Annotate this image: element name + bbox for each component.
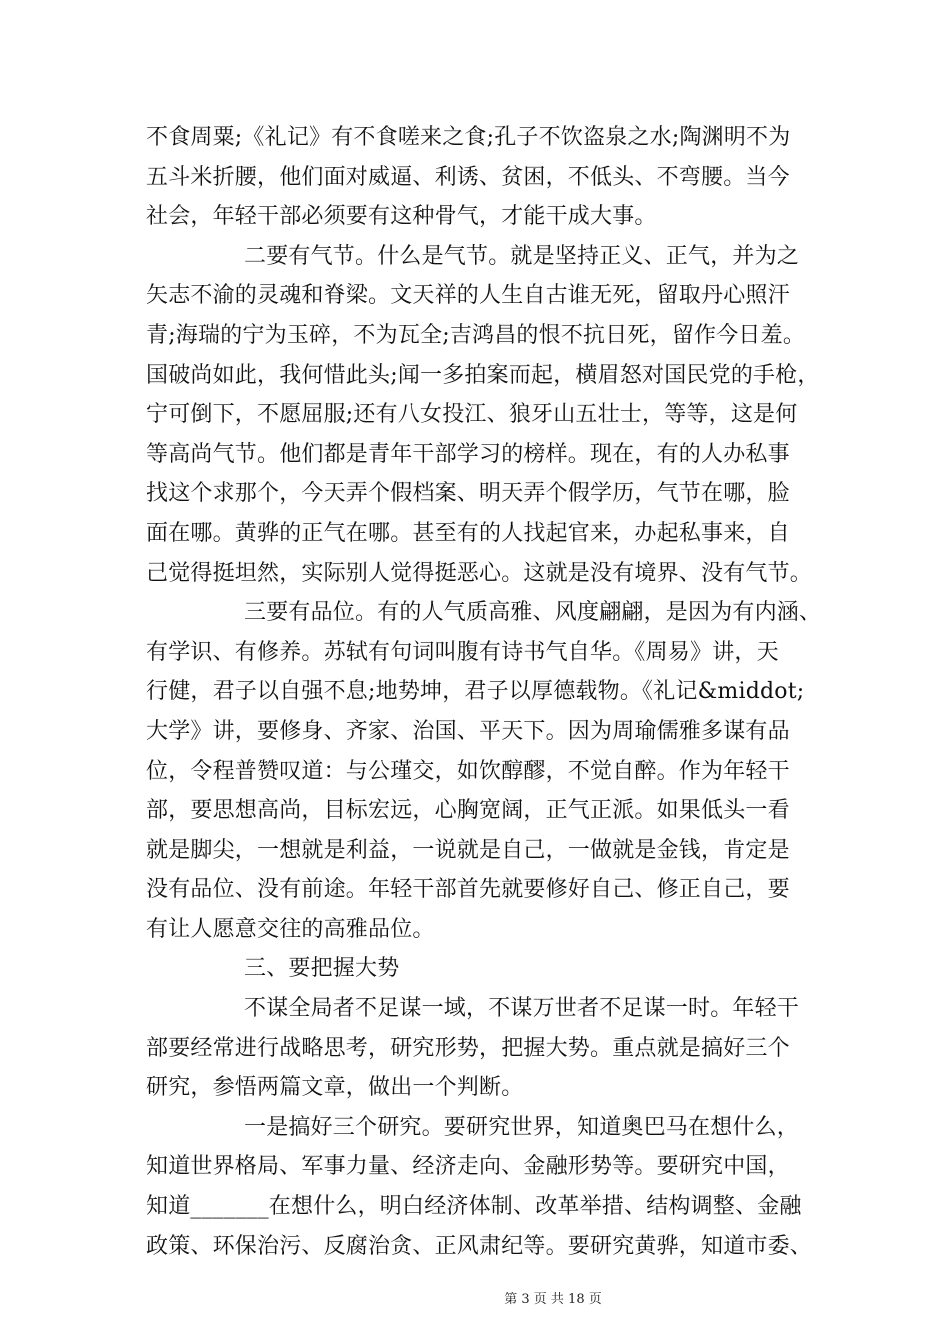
text-line: 己觉得挺坦然，实际别人觉得挺恶心。这就是没有境界、没有气节。 xyxy=(146,560,813,586)
text-line: 知道世界格局、军事力量、经济走向、金融形势等。要研究中国， xyxy=(146,1154,790,1180)
text-line: 宁可倒下，不愿屈服;还有八女投江、狼牙山五壮士，等等，这是何 xyxy=(146,402,798,428)
text-line: 有学识、有修养。苏轼有句词叫腹有诗书气自华。《周易》讲，天 xyxy=(146,639,779,665)
text-line: 大学》讲，要修身、齐家、治国、平天下。因为周瑜儒雅多谋有品 xyxy=(146,718,790,744)
text-line: 三、要把握大势 xyxy=(244,956,400,982)
body-text xyxy=(146,118,826,1266)
text-line: 不食周粟;《礼记》有不食嗟来之食;孔子不饮盗泉之水;陶渊明不为 xyxy=(146,125,791,150)
text-line: 一是搞好三个研究。要研究世界，知道奥巴马在想什么， xyxy=(244,1114,800,1140)
text-line: 位，令程普赞叹道：与公瑾交，如饮醇醪，不觉自醉。作为年轻干 xyxy=(146,758,790,784)
text-line: 面在哪。黄骅的正气在哪。甚至有的人找起官来，办起私事来，自 xyxy=(146,520,790,546)
text-line: 行健，君子以自强不息;地势坤，君子以厚德载物。《礼记&middot; xyxy=(146,679,805,705)
text-line: 社会，年轻干部必须要有这种骨气，才能干成大事。 xyxy=(146,204,657,230)
text-line: 知道_______在想什么，明白经济体制、改革举措、结构调整、金融 xyxy=(146,1194,802,1220)
text-line: 不谋全局者不足谋一域，不谋万世者不足谋一时。年轻干 xyxy=(244,996,800,1022)
text-line: 有让人愿意交往的高雅品位。 xyxy=(146,916,435,942)
text-line: 五斗米折腰，他们面对威逼、利诱、贫困，不低头、不弯腰。当今 xyxy=(146,164,790,190)
text-line: 等高尚气节。他们都是青年干部学习的榜样。现在，有的人办私事 xyxy=(146,441,790,467)
text-line: 二要有气节。什么是气节。就是坚持正义、正气，并为之 xyxy=(244,243,800,269)
text-line: 没有品位、没有前途。年轻干部首先就要修好自己、修正自己，要 xyxy=(146,877,790,903)
text-line: 三要有品位。有的人气质高雅、风度翩翩，是因为有内涵、 xyxy=(244,600,822,626)
text-line: 政策、环保治污、反腐治贪、正风肃纪等。要研究黄骅，知道市委、 xyxy=(146,1233,813,1259)
text-line: 部要经常进行战略思考，研究形势，把握大势。重点就是搞好三个 xyxy=(146,1035,790,1061)
page-number-footer: 第 3 页 共 18 页 xyxy=(504,1292,602,1307)
text-line: 找这个求那个，今天弄个假档案、明天弄个假学历，气节在哪，脸 xyxy=(146,481,790,507)
text-line: 部，要思想高尚，目标宏远，心胸宽阔，正气正派。如果低头一看 xyxy=(146,798,790,824)
text-line: 矢志不渝的灵魂和脊梁。文天祥的人生自古谁无死，留取丹心照汗 xyxy=(146,283,790,309)
text-line: 国破尚如此，我何惜此头;闻一多拍案而起，横眉怒对国民党的手枪， xyxy=(146,362,820,388)
text-line: 研究，参悟两篇文章，做出一个判断。 xyxy=(146,1075,524,1101)
text-line: 青;海瑞的宁为玉碎，不为瓦全;吉鸿昌的恨不抗日死，留作今日羞。 xyxy=(146,322,806,348)
text-line: 就是脚尖，一想就是利益，一说就是自己，一做就是金钱，肯定是 xyxy=(146,837,790,863)
